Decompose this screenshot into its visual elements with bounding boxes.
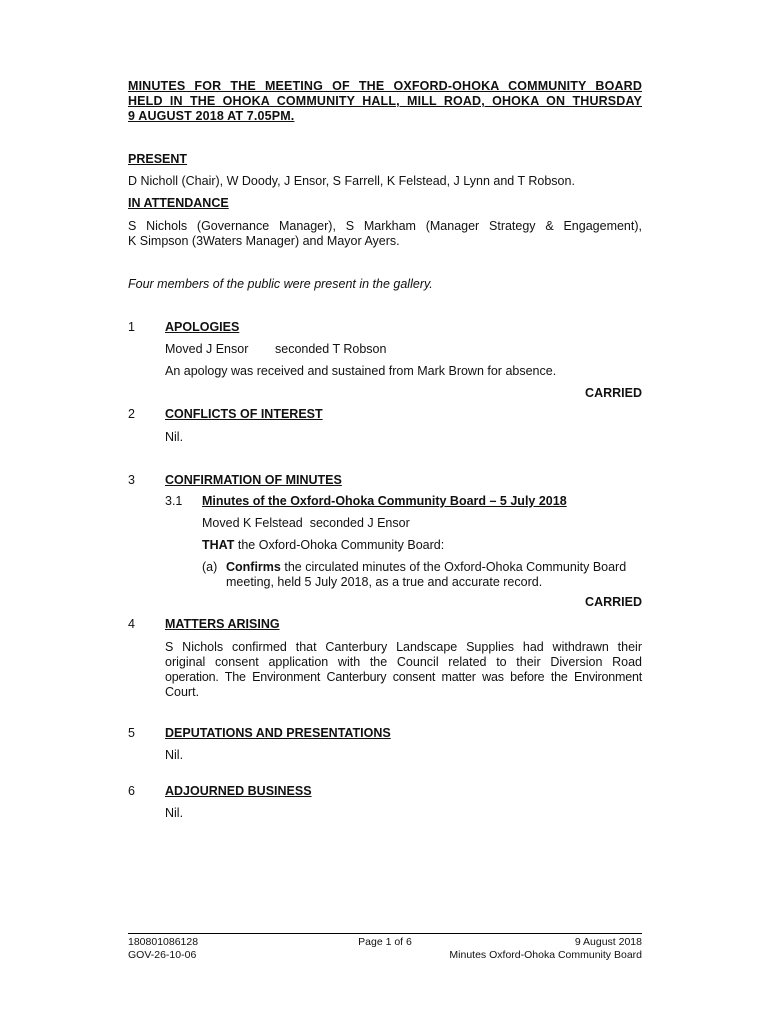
resolution-item-text: the circulated minutes of the Oxford-Ohoka Community Board <box>280 560 627 574</box>
present-text: D Nicholl (Chair), W Doody, J Ensor, S Farrell, K Felstead, J Lynn and T Robson. <box>128 174 575 188</box>
adjourned-text: Nil. <box>165 806 184 820</box>
document-title <box>128 79 642 124</box>
apologies-moved: Moved J Ensor <box>165 342 249 356</box>
carried-label: CARRIED <box>585 595 642 609</box>
conflicts-text: Nil. <box>165 430 184 444</box>
apologies-text: An apology was received and sustained from Mark Brown for absence. <box>165 364 557 378</box>
footer-doc-id: 180801086128 <box>128 936 199 948</box>
deputations-text: Nil. <box>165 748 184 762</box>
resolution-item-line-2: meeting, held 5 July 2018, as a true and accurate record. <box>226 575 543 589</box>
title-line-2: HELD IN THE OHOKA COMMUNITY HALL, MILL ROAD, OHOKA ON THURSDAY <box>128 94 642 108</box>
matters-line-3: operation. The Environment Canterbury consent matter was before the Environment <box>165 670 642 684</box>
matters-line-2: original consent application with the Council related to their Diversion Road <box>165 655 642 669</box>
matters-line-4: Court. <box>165 685 200 699</box>
present-heading: PRESENT <box>128 152 188 166</box>
subsection-number: 3.1 <box>165 494 183 508</box>
section-number: 4 <box>128 617 135 631</box>
apologies-seconded: seconded T Robson <box>275 342 387 356</box>
attendance-line-1: S Nichols (Governance Manager), S Markham (Manager Strategy & Engagement), <box>128 219 642 233</box>
footer-ref: GOV-26-10-06 <box>128 949 197 961</box>
matters-arising-text <box>165 640 642 700</box>
resolution-intro <box>202 538 444 553</box>
section-number: 5 <box>128 726 135 740</box>
attendance-text <box>128 219 642 249</box>
footer-doc-title: Minutes Oxford-Ohoka Community Board <box>449 949 642 961</box>
footer-date: 9 August 2018 <box>574 936 642 948</box>
carried-label: CARRIED <box>585 386 642 400</box>
resolution-item-line-1 <box>226 560 642 575</box>
section-number: 6 <box>128 784 135 798</box>
public-note: Four members of the public were present in the gallery. <box>128 277 433 291</box>
attendance-heading: IN ATTENDANCE <box>128 196 229 210</box>
footer-divider <box>128 933 642 934</box>
conflicts-heading: CONFLICTS OF INTEREST <box>165 407 323 421</box>
confirms-keyword: Confirms <box>226 560 281 574</box>
matters-arising-heading: MATTERS ARISING <box>165 617 280 631</box>
adjourned-heading: ADJOURNED BUSINESS <box>165 784 312 798</box>
matters-line-1: S Nichols confirmed that Canterbury Landscape Supplies had withdrawn their <box>165 640 642 654</box>
section-number: 2 <box>128 407 135 421</box>
footer-page-number: Page 1 of 6 <box>358 936 412 948</box>
subsection-heading: Minutes of the Oxford-Ohoka Community Board – 5 July 2018 <box>202 494 567 508</box>
that-keyword: THAT <box>202 538 235 552</box>
resolution-intro-text: the Oxford-Ohoka Community Board: <box>234 538 445 552</box>
title-line-1: MINUTES FOR THE MEETING OF THE OXFORD-OHOKA COMMUNITY BOARD <box>128 79 642 93</box>
section-number: 1 <box>128 320 135 334</box>
apologies-heading: APOLOGIES <box>165 320 240 334</box>
confirmation-moved: Moved K Felstead seconded J Ensor <box>202 516 410 530</box>
section-number: 3 <box>128 473 135 487</box>
attendance-line-2: K Simpson (3Waters Manager) and Mayor Ayers. <box>128 234 400 248</box>
confirmation-heading: CONFIRMATION OF MINUTES <box>165 473 342 487</box>
title-line-3: 9 AUGUST 2018 AT 7.05PM. <box>128 109 295 123</box>
resolution-item-label: (a) <box>202 560 218 574</box>
deputations-heading: DEPUTATIONS AND PRESENTATIONS <box>165 726 391 740</box>
